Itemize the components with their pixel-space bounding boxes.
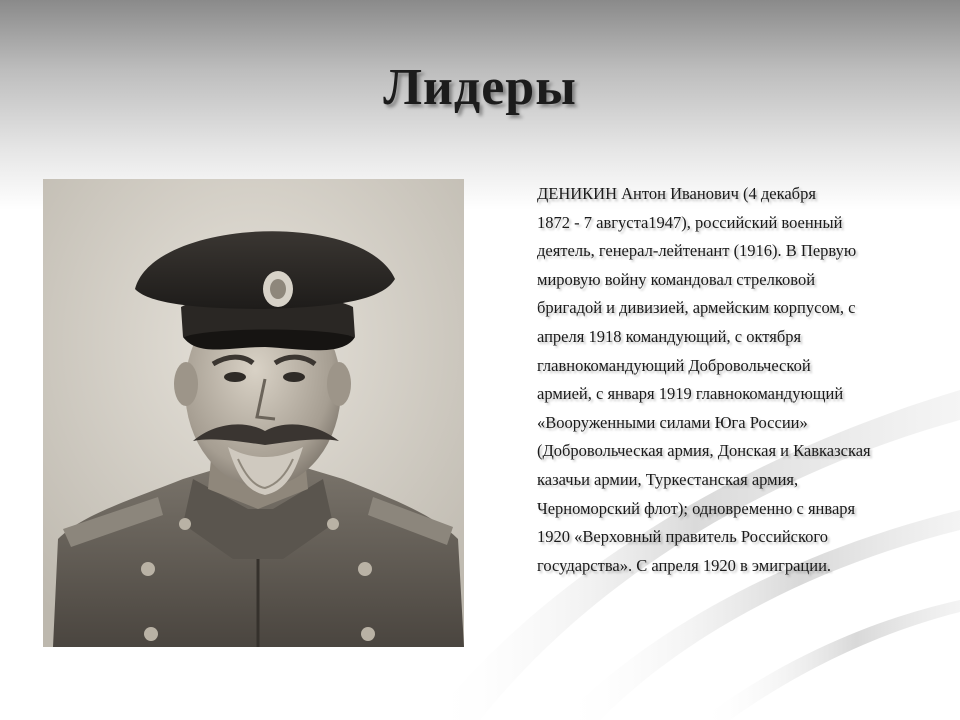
bio-line: апреля 1918 командующий, с октября xyxy=(537,326,802,346)
slide-title: Лидеры xyxy=(383,59,577,116)
bio-line: 1920 «Верховный правитель Российского xyxy=(537,527,829,547)
bio-line: 1872 - 7 августа1947), российский военный xyxy=(537,212,843,232)
bio-line: бригадой и дивизией, армейским корпусом, с xyxy=(537,298,856,318)
bio-line: деятель, генерал-лейтенант (1916). В Первую xyxy=(537,241,857,261)
bio-line: казачьи армии, Туркестанская армия, xyxy=(537,469,799,489)
bio-line: армией, с января 1919 главнокомандующий xyxy=(537,384,844,404)
bio-line: главнокомандующий Добровольческой xyxy=(537,355,811,375)
bio-line: Черноморский флот); одновременно с января xyxy=(537,498,856,518)
bio-line: (Добровольческая армия, Донская и Кавказская xyxy=(537,441,871,461)
portrait-image xyxy=(43,179,464,647)
biography-text xyxy=(537,180,912,580)
portrait-photo xyxy=(43,179,464,647)
bio-line: мировую войну командовал стрелковой xyxy=(537,269,816,289)
bio-line: государства». С апреля 1920 в эмиграции. xyxy=(537,555,832,575)
bio-line: «Вооруженными силами Юга России» xyxy=(537,412,808,432)
bio-line: ДЕНИКИН Антон Иванович (4 декабря xyxy=(537,184,816,203)
